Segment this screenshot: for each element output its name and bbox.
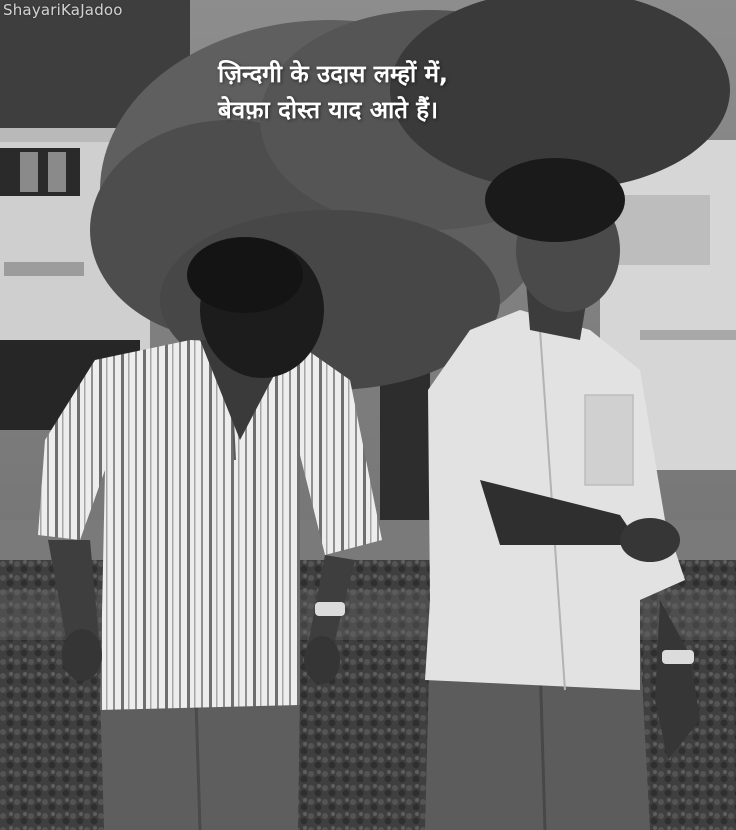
quote-line-2: बेवफ़ा दोस्त याद आते हैं। xyxy=(218,96,439,124)
quote-line-1: ज़िन्दगी के उदास लम्हों में, xyxy=(218,60,449,88)
watermark-text: ShayariKaJadoo xyxy=(3,1,123,19)
shayari-quote xyxy=(218,56,718,128)
